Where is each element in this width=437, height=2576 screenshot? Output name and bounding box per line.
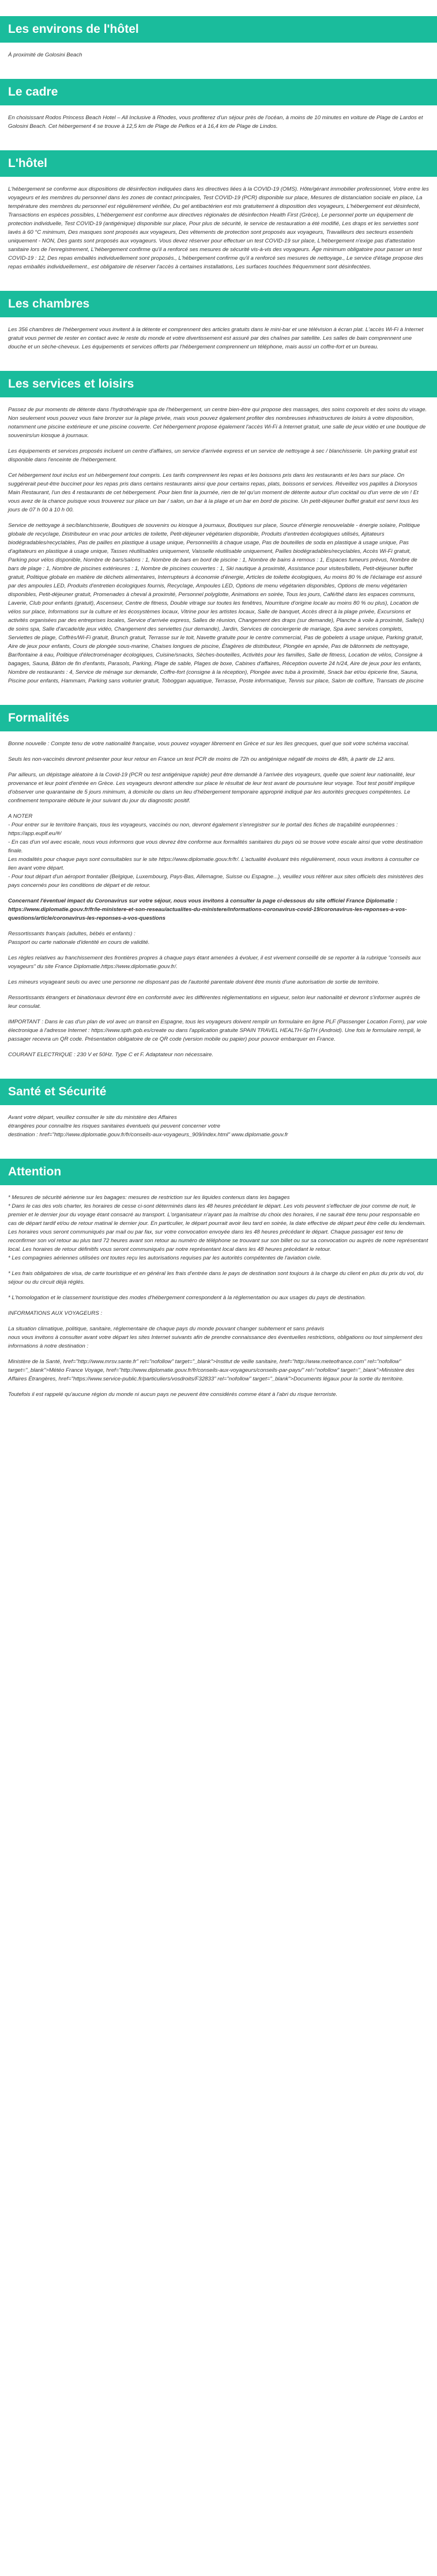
section-paragraph: INFORMATIONS AUX VOYAGEURS : xyxy=(8,1310,103,1317)
section-paragraph: Les mineurs voyageant seuls ou avec une personne ne disposant pas de l'autorité parentale doivent être munis d'une autorisation de sortie de territoire. xyxy=(8,979,380,985)
section-paragraph: En choisissant Rodos Princess Beach Hotel – All Inclusive à Rhodes, vous profiterez d'un séjour près de l'océan, à moins de 10 minutes en voiture de Plage de Lardos et Golosini Beach. Cet hébergement 4 se trouve à 12,5 km de Plage de Pefkos et à 16,4 km de Plage de Lindos. xyxy=(8,115,423,130)
section-paragraph: * L'homologation et le classement touristique des modes d'hébergement correspondent à la réglementation ou aux usages du pays de destination. xyxy=(8,1295,366,1301)
section-heading: Formalités xyxy=(0,705,437,731)
section-paragraph: L'hébergement se conforme aux dispositions de désinfection indiquées dans les directives liées à la COVID-19 (OMS). Hôte/gérant immobilier professionnel, Votre entre les voyageurs et les membres du personnel dans les zones de contact principales, Test COVID-19 (PCR) disponible sur place, Mesures de distanciation sociale en place, La température des membres du personnel est régulièrement vérifiée, Du gel antibactérien est mis gratuitement à disposition des voyageurs, L'hébergement est désinfecté, Transactions en espèces possibles, L'hébergement est conforme aux directives régionales de désinfection Health First (Grèce), Le personnel porte un équipement de protection individuelle, Test COVID-19 (antigénique) disponible sur place, Pour plus de sécurité, le service de restauration a été modifié, Les draps et les serviettes sont lavés à 60 °C minimum, Des masques sont proposés aux voyageurs, Des vêtements de protection sont proposés aux voyageurs, Travailleurs des secteurs essentiels uniquement - NON, Des gants sont proposés aux voyageurs. Vous devez réserver pour effectuer un test COVID-19 sur place, L'hébergement n'exige pas d'attestation sanitaire lors de l'enregistrement, L'hébergement confirme qu'il a renforcé ses mesures de sécurité vis-à-vis des voyageurs. Âge minimum obligatoire pour passer un test COVID-19 : 12, Des repas emballés individuellement sont proposés., L'hébergement confirme qu'il a renforcé ses mesures de nettoyage., Le service d'étage propose des repas emballés individuellement., est obligatoire de réserver l'accès à certaines installations, Les surfaces touchées fréquemment sont désinfectées. xyxy=(8,186,429,270)
section-7 xyxy=(0,1159,437,1399)
section-paragraph: La situation climatique, politique, sanitaire, réglementaire de chaque pays du monde pouvant changer subitement et sans préavis nous vous invitons à consulter avant votre départ les sites Internet suivants afin de prendre connaissance des éventuelles restrictions, obligations ou tout simplement des informations à notre destination : xyxy=(8,1326,423,1349)
section-paragraph: Avant votre départ, veuillez consulter le site du ministère des Affaires étrangères pour connaître les risques sanitaires éventuels qui peuvent concerner votre destination : href="http://www.diplomatie.gouv.fr/fr/conseils-aux-voyageurs_909/index.html" www.diplomatie.gouv.fr xyxy=(8,1114,288,1138)
section-2 xyxy=(0,150,437,271)
section-paragraph: Toutefois il est rappelé qu'aucune région du monde ni aucun pays ne peuvent être considérés comme étant à l'abri du risque terroriste. xyxy=(8,1391,338,1398)
section-paragraph: Passez de pur moments de détente dans l'hydrothérapie spa de l'hébergement, un centre bien-être qui propose des massages, des soins corporels et des soins du visage. Non seulement vous pouvez vous faire bronzer sur la plage privée, mais vous pouvez également profiter des nombreuses infrastructures de loisirs à votre disposition, notamment une piscine extérieure et une piscine couverte. Cet hébergement propose également l'accès Wi-Fi à Internet gratuit, une salle de jeux vidéo et une boutique de souvenirs/un kiosque à journaux. xyxy=(8,407,427,439)
section-4 xyxy=(0,371,437,685)
section-heading: Les services et loisirs xyxy=(0,371,437,397)
section-paragraph: Ressortissants français (adultes, bébés et enfants) : Passport ou carte nationale d'identité en cours de validité. xyxy=(8,931,150,946)
section-paragraph: Les équipements et services proposés incluent un centre d'affaires, un service d'arrivée express et un service de nettoyage à sec / blanchisserie. Un parking gratuit est disponible dans l'enceinte de l'hébergement. xyxy=(8,448,417,463)
section-heading: L'hôtel xyxy=(0,150,437,177)
section-paragraph: À proximité de Golosini Beach xyxy=(8,52,82,58)
section-heading: Attention xyxy=(0,1159,437,1185)
section-paragraph: * Mesures de sécurité aérienne sur les bagages: mesures de restriction sur les liquides contenus dans les bagages * Dans le cas des vols charter, les horaires de cesse ci-sont déterminés dans les 48 heures précédant le départ. Les vols peuvent s'effectuer de jour comme de nuit, le premier et le dernier jour du voyage étant consacré au transport. L'organisateur n'ayant pas la maîtrise du choix des horaires, il ne saurait être tenu pour responsable en cas de départ tardif et/ou de retour matinal le dernier jour. En particulier, le départ pourrait avoir lieu tard en soirée, la date effective de départ peut être celle du lendemain. Les horaires vous seront communiqués par mail ou par fax, sur votre convocation envoyée dans les 48 heures précédant le départ. Chaque passager est tenu de reconfirmer son vol retour au plus tard 72 heures avant son retour au numéro de téléphone se trouvant sur son billet ou sur sa convocation ou auprès de notre représentant local. Les horaires de retour définitifs vous seront communiqués par notre représentant local dans les 48 heures précédant le retour. * Les compagnies aériennes utilisées ont toutes reçu les autorisations requises par les autorités compétentes de l'aviation civile. xyxy=(8,1194,428,1261)
section-3 xyxy=(0,291,437,351)
section-paragraph: Concernant l'éventuel impact du Coronavirus sur votre séjour, nous vous invitons à consulter la page ci-dessous du site officiel France Diplomatie : https://www.diplomatie.gouv.fr/fr/le-ministere-et-son-reseau/actualites-du-ministere/informations-coronavirus-covid-19/coronavirus-les-reponses-a-vos-questions/article/coronavirus-les-reponses-a-vos-questions xyxy=(8,898,407,921)
section-0 xyxy=(0,16,437,59)
section-paragraph: A NOTER - Pour entrer sur le territoire français, tous les voyageurs, vaccinés ou non, devront également s'enregistrer sur le portail des fiches de traçabilité européennes : https://app.euplf.eu/#/ - En cas d'un vol avec escale, nous vous informons que vous devrez être conforme aux formalités sanitaires du pays où se trouve votre escale ainsi que votre destination finale. Les modalités pour chaque pays sont consultables sur le site https://www.diplomatie.gouv.fr/fr/. L'actualité évoluant très régulièrement, nous vous invitons à consulter ce lien avant votre départ. - Pour tout départ d'un aéroport frontalier (Belgique, Luxembourg, Pays-Bas, Allemagne, Suisse ou Espagne...), veuillez vous référer aux sites officiels des ministères des pays concernés pour les conditions de départ et de retour. xyxy=(8,813,424,889)
section-1 xyxy=(0,79,437,131)
section-paragraph: Les 356 chambres de l'hébergement vous invitent à la détente et comprennent des articles gratuits dans le mini-bar et une télévision à écran plat. L'accès Wi-Fi à Internet gratuit vous permet de rester en contact avec le reste du monde et votre divertissement est assuré par des chaînes par satellite. Les salles de bain comprennent une douche et un sèche-cheveux. Les équipements et services offerts par l'hébergement comprennent un téléphone, mais aussi un coffre-fort et un bureau. xyxy=(8,327,424,350)
section-heading: Santé et Sécurité xyxy=(0,1079,437,1105)
section-paragraph: * Les frais obligatoires de visa, de carte touristique et en général les frais d'entrée dans le pays de destination sont toujours à la charge du client en plus du prix du vol, du séjour ou du circuit déjà réglés. xyxy=(8,1270,424,1285)
section-heading: Les chambres xyxy=(0,291,437,317)
section-heading: Les environs de l'hôtel xyxy=(0,16,437,43)
section-5 xyxy=(0,705,437,1059)
section-paragraph: Cet hébergement tout inclus est un hébergement tout compris. Les tarifs comprennent les repas et les boissons pris dans les restaurants et les bars sur place. On suggérerait peut-être buccinet pour les repas pris dans certains restaurants ainsi que pour certains repas, plats, boissons et services. Réveillez vos papilles à Dionysos Main Restaurant, l'un des 4 restaurants de cet hébergement. Pour bien finir la journée, rien de tel qu'un moment de détente autour d'un cocktail ou d'un verre de vin ! Et vous avez de la chance puisque vous trouverez sur place un bar / salon, un bar à la plage et un bar en bord de piscine. Un petit-déjeuner buffet gratuit est servi tous les jours de 07 h 00 à 10 h 00. xyxy=(8,472,419,513)
section-paragraph: Ministère de la Santé, href="http://www.mrsv.sante.fr" rel="nofollow" target="_blank">Institut de veille sanitaire, href="http://www.meteofrance.com" rel="nofollow" target="_blank">Météo France Voyage, href="http://www.diplomatie.gouv.fr/fr/conseils-aux-voyageurs/conseils-par-pays/" rel="nofollow" target="_blank">Ministère des Affaires Étrangères, href="https://www.service-public.fr/particuliers/vosdroits/F32833" rel="nofollow" target="_blank">Documents légaux pour la sortie du territoire. xyxy=(8,1359,415,1382)
section-paragraph: Bonne nouvelle : Compte tenu de votre nationalité française, vous pouvez voyager librement en Grèce et sur les îles grecques, quel que soit votre schéma vaccinal. xyxy=(8,741,409,747)
section-paragraph: Seuls les non-vaccinés devront présenter pour leur retour en France un test PCR de moins de 72h ou antigénique négatif de moins de 48h, à partir de 12 ans. xyxy=(8,756,395,762)
section-paragraph: Les règles relatives au franchissement des frontières propres à chaque pays étant amenées à évoluer, il est vivement conseillé de se reporter à la rubrique "conseils aux voyageurs" du site France Diplomatie.https://www.diplomatie.gouv.fr/. xyxy=(8,955,421,970)
section-paragraph: Ressortissants étrangers et binationaux devront être en conformité avec les différentes réglementations en vigueur, selon leur nationalité et devront s'informer auprès de leur consulat. xyxy=(8,995,420,1010)
section-heading: Le cadre xyxy=(0,79,437,105)
section-6 xyxy=(0,1079,437,1139)
section-paragraph: COURANT ELECTRIQUE : 230 V et 50Hz. Type C et F. Adaptateur non nécessaire. xyxy=(8,1052,214,1058)
section-paragraph: Par ailleurs, un dépistage aléatoire à la Covid-19 (PCR ou test antigénique rapide) peut être demandé à l'arrivée des voyageurs, quelle que soient leur nationalité, leur provenance et leur point d'entrée en Grèce. Les voyageurs devront attendre sur place le résultat de leur test avant de poursuivre leur voyage. Tout test positif implique d'observer une quarantaine de 5 jours minimum, à domicile ou dans un lieu d'hébergement temporaire approprié indiqué par les autorités grecques compétentes. Le confinement temporaire débute le jour suivant du jour du diagnostic positif. xyxy=(8,772,415,804)
section-paragraph: Service de nettoyage à sec/blanchisserie, Boutiques de souvenirs ou kiosque à journaux, Boutiques sur place, Source d'énergie renouvelable - énergie solaire, Politique globale de recyclage, Distributeur en vrac pour articles de toilette, Petit-déjeuner végétarien disponible, Produits d'entretien écologiques utilisés, Ajitateurs biodégradables/recyclables, Pas de pailles en plastique à usage unique, Personnel/ils à chaque usage, Pas de bouteilles de soda en plastique à usage unique, Pas d'agitateurs en plastique à usage unique, Tasses réutilisables uniquement, Vaisselle réutilisable uniquement, Pailles biodégradables/recyclables, Accès Wi-Fi gratuit, Parking pour vélos disponible, Nombre de bars/salons : 1, Nombre de bars en bord de piscine : 1, Nombre de bains à remous : 1, Espaces fumeurs prévus, Nombre de bars de plage : 1, Nombre de piscines extérieures : 1, Nombre de piscines couvertes : 1, Ski nautique à proximité, Assistance pour visites/billets, Petit-déjeuner buffet gratuit, Politique globale en matière de déchets alimentaires, Interrupteurs à économie d'énergie, Articles de toilette écologiques, Au moins 80 % de l'éclairage est assuré par des ampoules LED, Produits d'entretien écologiques fournis, Recyclage, Ampoules LED, Options de menu végétarien disponibles, Options de menu végétarien disponibles, Petit-déjeuner gratuit, Promenades à cheval à proximité, Personnel polyglotte, Animations en soirée, Tous les jours, Café/thé dans les espaces communs, Laverie, Club pour enfants (gratuit), Ascenseur, Centre de fitness, Double vitrage sur toutes les fenêtres, Nourriture d'origine locale au moins 80 % ou plus), Location de vélos sur place, Informations sur la culture et les écosystèmes locaux, Vitrine pour les artistes locaux, Salle de banquet, Accès direct à la plage privée, Excursions et activités organisées par des entreprises locales, Service d'arrivée express, Salles de réunion, Changement des draps (sur demande), Planche à voile à proximité, Salle(s) de soins spa, Salle d'arcade/de jeux vidéo, Changement des serviettes (sur demande), Jardin, Services de conciergerie de mariage, Spa avec services complets, Serviettes de plage, Coffrès/Wi-Fi gratuit, Brunch gratuit, Terrasse sur le toit, Navette gratuite pour le centre commercial, Pas de gobelets à usage unique, Parking gratuit, Aire de jeux pour enfants, Cours de plongée sous-marine, Chaises longues de piscine, Étagères de distributeur, Plongée en apnée, Pas de bâtonnets de nettoyage, Bar/fontaine à eau, Politique d'électroménager écologiques, Cuisine/snacks, Sèches-bouteilles, Activités pour les familles, Salle de fitness, Location de vélos, Consigne à bagages, Sauna, Bâton de fin d'enfants, Parasols, Parking, Plage de sable, Plages de boxe, Cabines d'affaires, Réception ouverte 24 h/24, Aire de jeux pour les enfants, Nombre de restaurants : 4, Service de ménage sur demande, Coffre-fort (consigne à la réception), Plongée avec tuba à proximité, Snack bar et/ou épicerie fine, Sauna, Piscine pour enfants, Hammam, Parking sans voiturier gratuit, Toboggan aquatique, Terrasse, Poste informatique, Tennis sur place, Salon de coiffure, Transats de piscine xyxy=(8,522,424,684)
section-paragraph: IMPORTANT : Dans le cas d'un plan de vol avec un transit en Espagne, tous les voyageurs doivent remplir un formulaire en ligne PLF (Passenger Location Form), par voie électronique à l'adresse Internet : https://www.spth.gob.es/create ou dans l'application gratuite SPAIN TRAVEL HEALTH-SpTH (Android). Une fois le formulaire rempli, le passager recevra un QR code. Présentation obligatoire de ce QR code (version mobile ou papier) pour pouvoir embarquer en France. xyxy=(8,1019,427,1042)
